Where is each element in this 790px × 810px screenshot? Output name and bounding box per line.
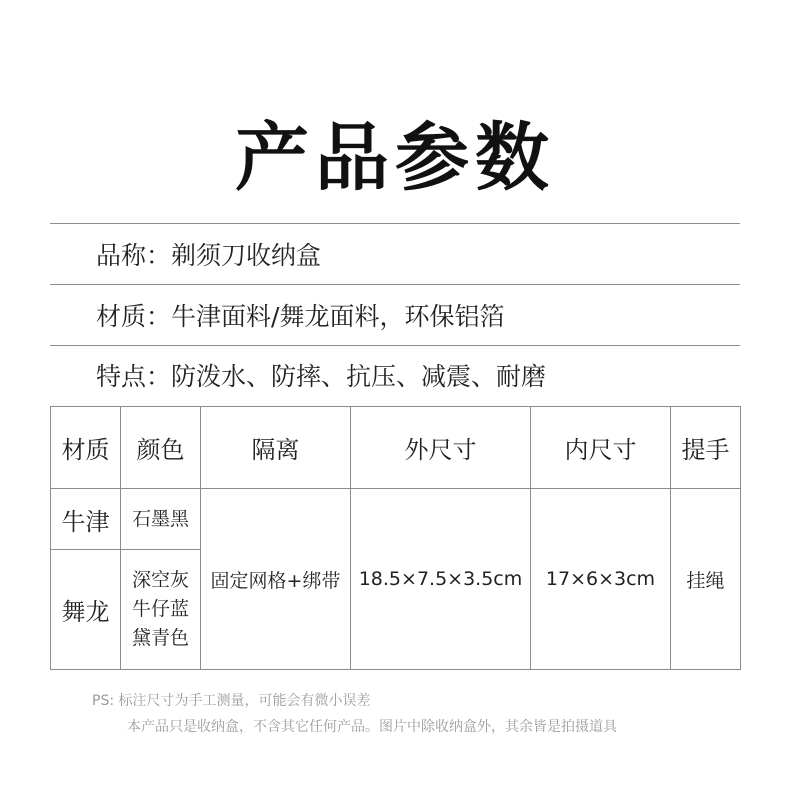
- spec-separator: ：: [146, 362, 172, 391]
- spec-row-features: [96, 362, 546, 392]
- note-line-2: 本产品只是收纳盒，不含其它任何产品。图片中除收纳盒外，其余皆是拍摄道具: [127, 719, 617, 735]
- spec-separator: ：: [146, 241, 172, 270]
- color-name: 牛仔蓝: [131, 598, 189, 620]
- spec-label: 材质: [96, 302, 147, 331]
- note-prefix: PS:: [92, 693, 115, 709]
- header-color: 颜色: [121, 407, 201, 489]
- params-table: [50, 406, 741, 670]
- header-handle: 提手: [671, 407, 741, 489]
- header-material: 材质: [51, 407, 121, 489]
- isolation-cell: 固定网格+绑带: [201, 489, 351, 670]
- handle-cell: 挂绳: [671, 489, 741, 670]
- divider: [50, 284, 740, 285]
- divider: [50, 223, 740, 224]
- color-name: 黛青色: [131, 627, 189, 649]
- note-line-1: [92, 690, 371, 710]
- note-text: 标注尺寸为手工测量，可能会有微小误差: [118, 693, 371, 709]
- inner-size-cell: 17×6×3cm: [531, 489, 671, 670]
- spec-value: 防泼水、防摔、抗压、减震、耐磨: [171, 362, 547, 391]
- color-cell: [121, 550, 201, 670]
- color-cell: 石墨黑: [121, 489, 201, 550]
- page-title: 产品参数: [235, 115, 555, 201]
- spec-label: 品称: [96, 241, 147, 270]
- table-header-row: [51, 407, 741, 489]
- outer-size-cell: 18.5×7.5×3.5cm: [351, 489, 531, 670]
- spec-separator: ：: [146, 302, 172, 331]
- spec-value: 剃须刀收纳盒: [171, 241, 322, 270]
- divider: [50, 345, 740, 346]
- spec-value: 牛津面料/舞龙面料，环保铝箔: [171, 302, 505, 331]
- material-cell: 牛津: [51, 489, 121, 550]
- material-cell: 舞龙: [51, 550, 121, 670]
- spec-row-material: [96, 302, 504, 332]
- header-inner-size: 内尺寸: [531, 407, 671, 489]
- table-row: [51, 489, 741, 550]
- spec-label: 特点: [96, 362, 147, 391]
- color-name: 深空灰: [131, 569, 189, 591]
- header-isolation: 隔离: [201, 407, 351, 489]
- spec-row-name: [96, 241, 321, 271]
- header-outer-size: 外尺寸: [351, 407, 531, 489]
